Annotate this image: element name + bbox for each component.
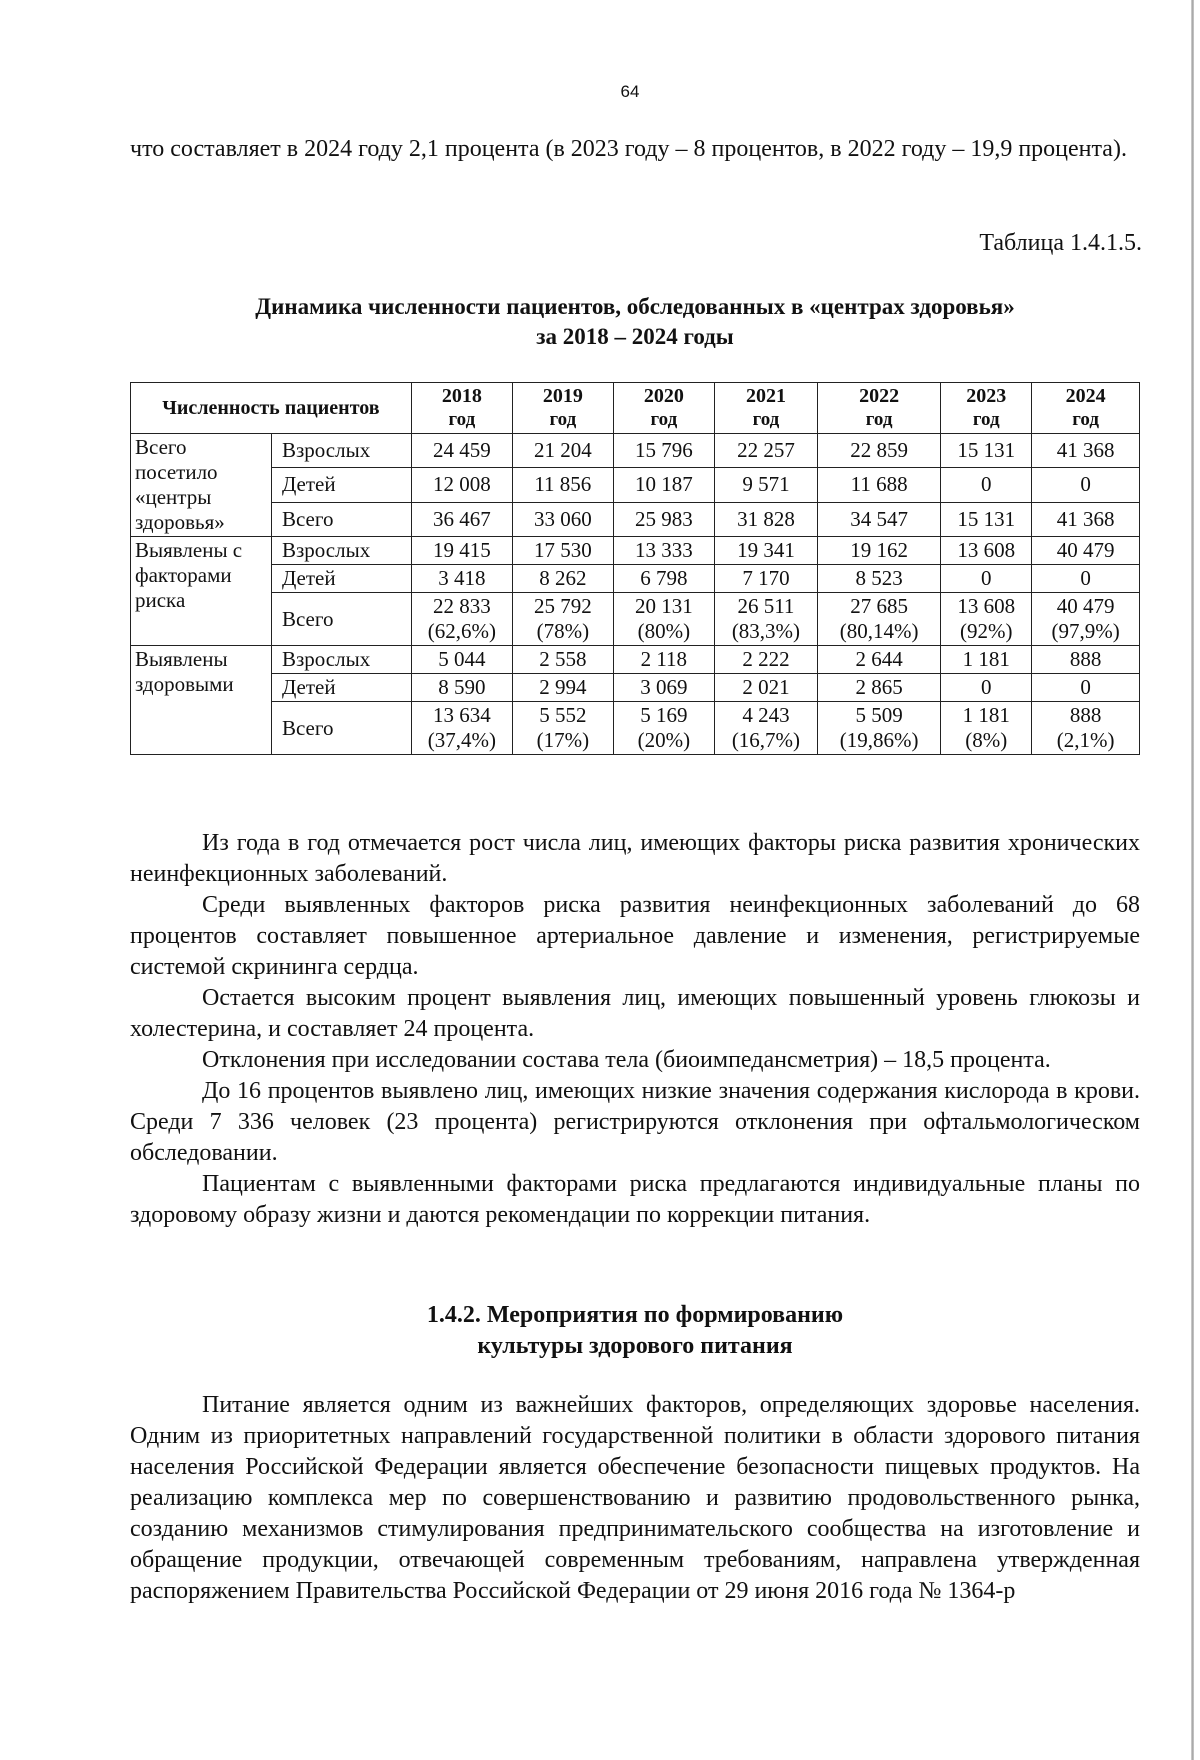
year-suffix: год — [1072, 409, 1099, 430]
table-cell — [411, 565, 512, 593]
table-cell — [512, 646, 613, 674]
header-year — [818, 383, 941, 434]
table-cell — [714, 593, 817, 646]
table-cell — [941, 646, 1032, 674]
table-cell — [818, 646, 941, 674]
table-cell — [941, 502, 1032, 536]
table-cell — [1032, 674, 1140, 702]
table-row — [131, 565, 1140, 593]
header-patient-count: Численность пациентов — [131, 383, 412, 434]
cell-value: 0 — [981, 675, 992, 699]
year-label: 2023 — [966, 385, 1007, 407]
table-cell — [613, 646, 714, 674]
cell-value: 2 021 — [742, 675, 790, 699]
section-paragraph: Питание является одним из важнейших факторов, определяющих здоровье населения. Одним из приоритетных направлений государственной политики в области здорового питания населения Российской Федерации является обеспечение безопасности пищевых продуктов. На реализацию комплекса мер по совершенствованию и развитию продовольственного рынка, созданию механизмов стимулирования предпринимательского сообщества на изготовление и обращение продукции, отвечающей современным требованиям, направлена утвержденная распоряжением Правительства Российской Федерации от 29 июня 2016 года № 1364-р — [130, 1392, 1140, 1604]
cell-percent: (20%) — [637, 728, 691, 752]
table-cell — [512, 434, 613, 468]
table-cell — [411, 593, 512, 646]
cell-percent: (8%) — [965, 728, 1008, 752]
table-cell — [1032, 434, 1140, 468]
row-sub-label: Взрослых — [271, 646, 411, 674]
cell-value: 15 131 — [957, 506, 1016, 531]
table-cell — [714, 674, 817, 702]
table-cell — [411, 537, 512, 565]
table-cell — [714, 502, 817, 536]
page-spine-edge — [1191, 0, 1194, 1760]
table-cell — [941, 702, 1032, 755]
row-group-label: Выявлены здоровыми — [131, 646, 272, 755]
cell-value: 41 368 — [1056, 506, 1115, 531]
body-paragraph: До 16 процентов выявлено лиц, имеющих низкие значения содержания кислорода в крови. Среди 7 336 человек (23 процента) регистрируются отклонения при офтальмологическом обследовании. — [130, 1078, 1140, 1166]
table-body — [131, 434, 1140, 755]
cell-value: 6 798 — [640, 566, 688, 590]
year-suffix: год — [549, 409, 577, 430]
section-heading-line-2: культуры здорового питания — [477, 1333, 793, 1359]
cell-value: 2 994 — [539, 675, 587, 699]
year-label: 2020 — [643, 385, 684, 407]
header-year — [411, 383, 512, 434]
table-cell — [818, 674, 941, 702]
cell-value: 26 511 — [737, 594, 795, 618]
table-cell — [512, 593, 613, 646]
cell-value: 11 688 — [850, 472, 908, 497]
table-cell — [941, 674, 1032, 702]
cell-percent: (80%) — [637, 619, 691, 643]
table-title-line-2: за 2018 – 2024 годы — [536, 324, 734, 349]
row-sub-label: Детей — [271, 468, 411, 502]
cell-value: 41 368 — [1056, 438, 1115, 463]
cell-value: 3 418 — [438, 566, 486, 590]
cell-value: 0 — [1080, 472, 1091, 497]
table-cell — [411, 468, 512, 502]
cell-percent: (80,14%) — [839, 619, 919, 643]
cell-percent: (92%) — [960, 619, 1013, 643]
row-group-label: Выявлены с факторами риска — [131, 537, 272, 646]
table-cell — [411, 674, 512, 702]
row-sub-label: Всего — [271, 502, 411, 536]
table-cell — [613, 702, 714, 755]
table-cell — [512, 537, 613, 565]
cell-value: 10 187 — [634, 472, 693, 497]
table-cell — [411, 434, 512, 468]
header-year — [714, 383, 817, 434]
cell-value: 13 634 — [432, 703, 491, 727]
cell-value: 11 856 — [534, 472, 592, 497]
table-cell — [613, 468, 714, 502]
cell-value: 0 — [981, 566, 992, 590]
header-year — [1032, 383, 1140, 434]
year-suffix: год — [865, 409, 893, 430]
cell-value: 0 — [1080, 675, 1091, 699]
cell-value: 22 833 — [432, 594, 491, 618]
cell-value: 3 069 — [640, 675, 688, 699]
cell-value: 21 204 — [533, 438, 592, 463]
cell-value: 40 479 — [1056, 594, 1115, 618]
table-cell — [512, 674, 613, 702]
table-cell — [613, 593, 714, 646]
table-row — [131, 593, 1140, 646]
cell-value: 15 796 — [634, 438, 693, 463]
table-cell — [613, 674, 714, 702]
cell-value: 36 467 — [432, 506, 491, 531]
cell-value: 19 162 — [850, 538, 909, 562]
cell-value: 27 685 — [850, 594, 909, 618]
cell-value: 1 181 — [962, 647, 1010, 671]
body-text — [130, 828, 1140, 1231]
intro-paragraph: что составляет в 2024 году 2,1 процента (в 2023 году – 8 процентов, в 2022 году – 19,9 процента). — [130, 136, 1127, 162]
year-label: 2021 — [745, 385, 786, 407]
body-paragraph: Из года в год отмечается рост числа лиц, имеющих факторы риска развития хронических неинфекционных заболеваний. — [130, 830, 1140, 887]
row-sub-label: Детей — [271, 674, 411, 702]
table-cell — [512, 565, 613, 593]
cell-percent: (83,3%) — [731, 619, 801, 643]
table-cell — [941, 468, 1032, 502]
body-paragraph: Среди выявленных факторов риска развития неинфекционных заболеваний до 68 процентов составляет повышенное артериальное давление и изменения, регистрируемые системой скрининга сердца. — [130, 892, 1140, 980]
table-row — [131, 646, 1140, 674]
table-cell — [818, 502, 941, 536]
cell-value: 33 060 — [533, 506, 592, 531]
cell-value: 19 415 — [432, 538, 491, 562]
cell-value: 25 983 — [634, 506, 693, 531]
cell-value: 888 — [1069, 647, 1102, 671]
table-cell — [512, 502, 613, 536]
cell-percent: (97,9%) — [1051, 619, 1120, 643]
header-year — [941, 383, 1032, 434]
year-suffix: год — [972, 409, 1000, 430]
year-label: 2019 — [542, 385, 583, 407]
cell-value: 7 170 — [742, 566, 790, 590]
cell-percent: (78%) — [536, 619, 590, 643]
row-sub-label: Взрослых — [271, 434, 411, 468]
body-paragraph: Остается высоким процент выявления лиц, имеющих повышенный уровень глюкозы и холестерина, и составляет 24 процента. — [130, 985, 1140, 1042]
cell-value: 0 — [981, 472, 992, 497]
table-row — [131, 502, 1140, 536]
table-cell — [1032, 468, 1140, 502]
cell-value: 22 859 — [850, 438, 909, 463]
table-cell — [512, 702, 613, 755]
table-title — [130, 292, 1140, 352]
table-cell — [1032, 646, 1140, 674]
table-cell — [714, 702, 817, 755]
table-cell — [1032, 537, 1140, 565]
cell-value: 9 571 — [742, 472, 790, 497]
row-sub-label: Взрослых — [271, 537, 411, 565]
table-cell — [613, 434, 714, 468]
cell-value: 2 222 — [742, 647, 790, 671]
page-number: 64 — [620, 82, 640, 101]
cell-value: 13 608 — [957, 538, 1016, 562]
cell-value: 40 479 — [1056, 538, 1115, 562]
table-cell — [1032, 565, 1140, 593]
cell-value: 34 547 — [850, 506, 909, 531]
body-paragraph: Пациентам с выявленными факторами риска предлагаются индивидуальные планы по здоровому образу жизни и даются рекомендации по коррекции питания. — [130, 1171, 1140, 1228]
header-year — [613, 383, 714, 434]
cell-value: 5 169 — [640, 703, 688, 727]
table-cell — [411, 702, 512, 755]
year-label: 2018 — [441, 385, 482, 407]
table-cell — [714, 646, 817, 674]
cell-value: 13 608 — [957, 594, 1016, 618]
table-cell — [818, 565, 941, 593]
table-cell — [613, 565, 714, 593]
table-cell — [941, 537, 1032, 565]
table-row — [131, 468, 1140, 502]
cell-value: 5 509 — [855, 703, 903, 727]
table-header-row — [131, 383, 1140, 434]
year-suffix: год — [752, 409, 780, 430]
cell-value: 5 044 — [438, 647, 486, 671]
cell-value: 2 865 — [855, 675, 903, 699]
table-cell — [714, 537, 817, 565]
cell-percent: (62,6%) — [427, 619, 496, 643]
table-cell — [714, 468, 817, 502]
table-cell — [714, 565, 817, 593]
table-cell — [818, 537, 941, 565]
patients-table — [130, 382, 1140, 755]
table-cell — [613, 502, 714, 536]
cell-percent: (17%) — [536, 728, 590, 752]
table-row — [131, 674, 1140, 702]
cell-value: 20 131 — [634, 594, 693, 618]
row-sub-label: Всего — [271, 593, 411, 646]
year-label: 2024 — [1065, 385, 1106, 407]
cell-percent: (19,86%) — [839, 728, 919, 752]
cell-value: 5 552 — [539, 703, 587, 727]
cell-value: 2 644 — [855, 647, 903, 671]
table-cell — [411, 646, 512, 674]
table-row — [131, 537, 1140, 565]
table-cell — [818, 434, 941, 468]
cell-percent: (37,4%) — [427, 728, 496, 752]
cell-value: 13 333 — [634, 538, 693, 562]
cell-value: 8 590 — [438, 675, 486, 699]
table-cell — [512, 468, 613, 502]
table-row — [131, 434, 1140, 468]
row-group-label: Всего посетило «центры здоровья» — [131, 434, 272, 537]
cell-percent: (16,7%) — [731, 728, 801, 752]
table-cell — [818, 468, 941, 502]
table-label: Таблица 1.4.1.5. — [979, 230, 1142, 256]
cell-value: 8 523 — [855, 566, 903, 590]
cell-value: 15 131 — [957, 438, 1016, 463]
table-cell — [1032, 593, 1140, 646]
table-cell — [1032, 502, 1140, 536]
cell-percent: (2,1%) — [1056, 728, 1115, 752]
cell-value: 19 341 — [737, 538, 795, 562]
table-cell — [941, 593, 1032, 646]
cell-value: 25 792 — [533, 594, 592, 618]
table-cell — [613, 537, 714, 565]
year-label: 2022 — [859, 385, 900, 407]
section-heading-line-1: 1.4.2. Мероприятия по формированию — [426, 1302, 844, 1328]
table-cell — [818, 593, 941, 646]
table-row — [131, 702, 1140, 755]
table-cell — [411, 502, 512, 536]
body-paragraph: Отклонения при исследовании состава тела (биоимпедансметрия) – 18,5 процента. — [202, 1047, 1051, 1073]
table-cell — [818, 702, 941, 755]
header-year — [512, 383, 613, 434]
cell-value: 17 530 — [533, 538, 592, 562]
row-sub-label: Всего — [271, 702, 411, 755]
section-heading — [130, 1300, 1140, 1362]
table-cell — [941, 434, 1032, 468]
cell-value: 24 459 — [432, 438, 491, 463]
cell-value: 12 008 — [432, 472, 491, 497]
table-title-line-1: Динамика численности пациентов, обследованных в «центрах здоровья» — [255, 294, 1015, 319]
cell-value: 22 257 — [737, 438, 795, 463]
table-cell — [714, 434, 817, 468]
cell-value: 31 828 — [737, 506, 795, 531]
cell-value: 888 — [1069, 703, 1102, 727]
cell-value: 8 262 — [539, 566, 587, 590]
year-suffix: год — [448, 409, 476, 430]
cell-value: 0 — [1080, 566, 1091, 590]
row-sub-label: Детей — [271, 565, 411, 593]
table-cell — [941, 565, 1032, 593]
table-cell — [1032, 702, 1140, 755]
cell-value: 2 118 — [640, 647, 688, 671]
year-suffix: год — [650, 409, 678, 430]
cell-value: 1 181 — [962, 703, 1010, 727]
cell-value: 2 558 — [539, 647, 587, 671]
cell-value: 4 243 — [742, 703, 790, 727]
